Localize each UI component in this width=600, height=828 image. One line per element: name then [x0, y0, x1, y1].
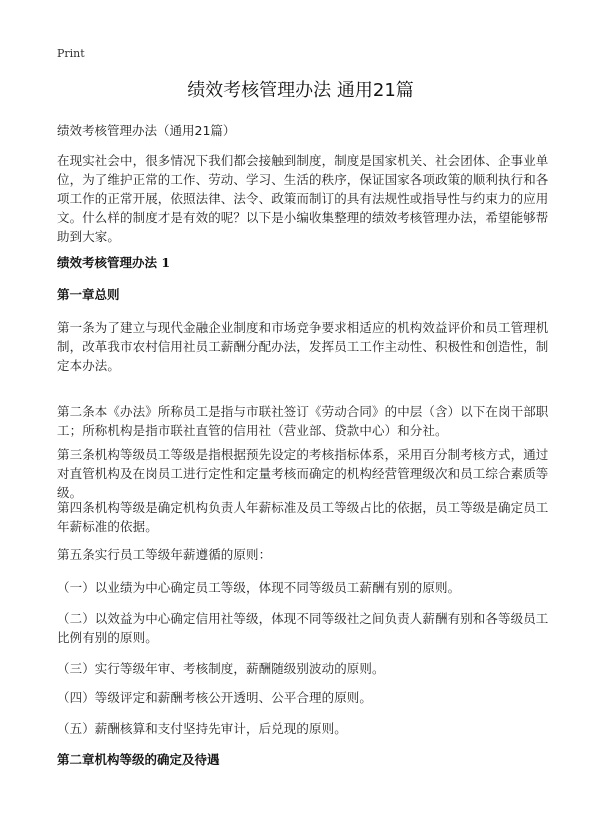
article-3: 第三条机构等级员工等级是指根据预先设定的考核指标体系，采用百分制考核方式，通过对直管机构及在岗员工进行定性和定量考核而确定的机构经营管理级次和员工综合素质等级。: [57, 447, 549, 500]
principle-2: （二）以效益为中心确定信用社等级，体现不同等级社之间负责人薪酬有别和各等级员工比例有别的原则。: [57, 611, 549, 645]
principle-3: （三）实行等级年审、考核制度，薪酬随级别波动的原则。: [57, 661, 385, 676]
print-label: Print: [57, 47, 85, 60]
section-heading: 绩效考核管理办法 1: [57, 255, 171, 270]
article-4: 第四条机构等级是确定机构负责人年薪标准及员工等级占比的依据，员工等级是确定员工年薪标准的依据。: [57, 500, 549, 534]
article-1: 第一条为了建立与现代金融企业制度和市场竞争要求相适应的机构效益评价和员工管理机制，改革我市农村信用社员工薪酬分配办法，发挥员工工作主动性、积极性和创造性，制定本办法。: [57, 320, 549, 373]
principle-5: （五）薪酬核算和支付坚持先审计，后兑现的原则。: [57, 721, 347, 736]
chapter-heading-1: 第一章总则: [57, 287, 120, 302]
chapter-heading-2: 第二章机构等级的确定及待遇: [57, 752, 220, 767]
document-subtitle: 绩效考核管理办法（通用21篇）: [57, 123, 236, 138]
intro-paragraph: 在现实社会中，很多情况下我们都会接触到制度，制度是国家机关、社会团体、企事业单位，为了维护正常的工作、劳动、学习、生活的秩序，保证国家各项政策的顺利执行和各项工作的正常开展，依照法律、法令、政策而制订的具有法规性或指导性与约束力的应用文。什么样的制度才是有效的呢？以下是小编收集整理的绩效考核管理办法，希望能够帮助到大家。: [57, 153, 549, 244]
document-title: 绩效考核管理办法 通用21篇: [187, 80, 414, 101]
article-2: 第二条本《办法》所称员工是指与市联社签订《劳动合同》的中层（含）以下在岗干部职工；所称机构是指市联社直管的信用社（营业部、贷款中心）和分社。: [57, 404, 549, 438]
article-5: 第五条实行员工等级年薪遵循的原则：: [57, 547, 272, 562]
principle-1: （一）以业绩为中心确定员工等级，体现不同等级员工薪酬有别的原则。: [57, 580, 461, 595]
principle-4: （四）等级评定和薪酬考核公开透明、公平合理的原则。: [57, 690, 373, 705]
